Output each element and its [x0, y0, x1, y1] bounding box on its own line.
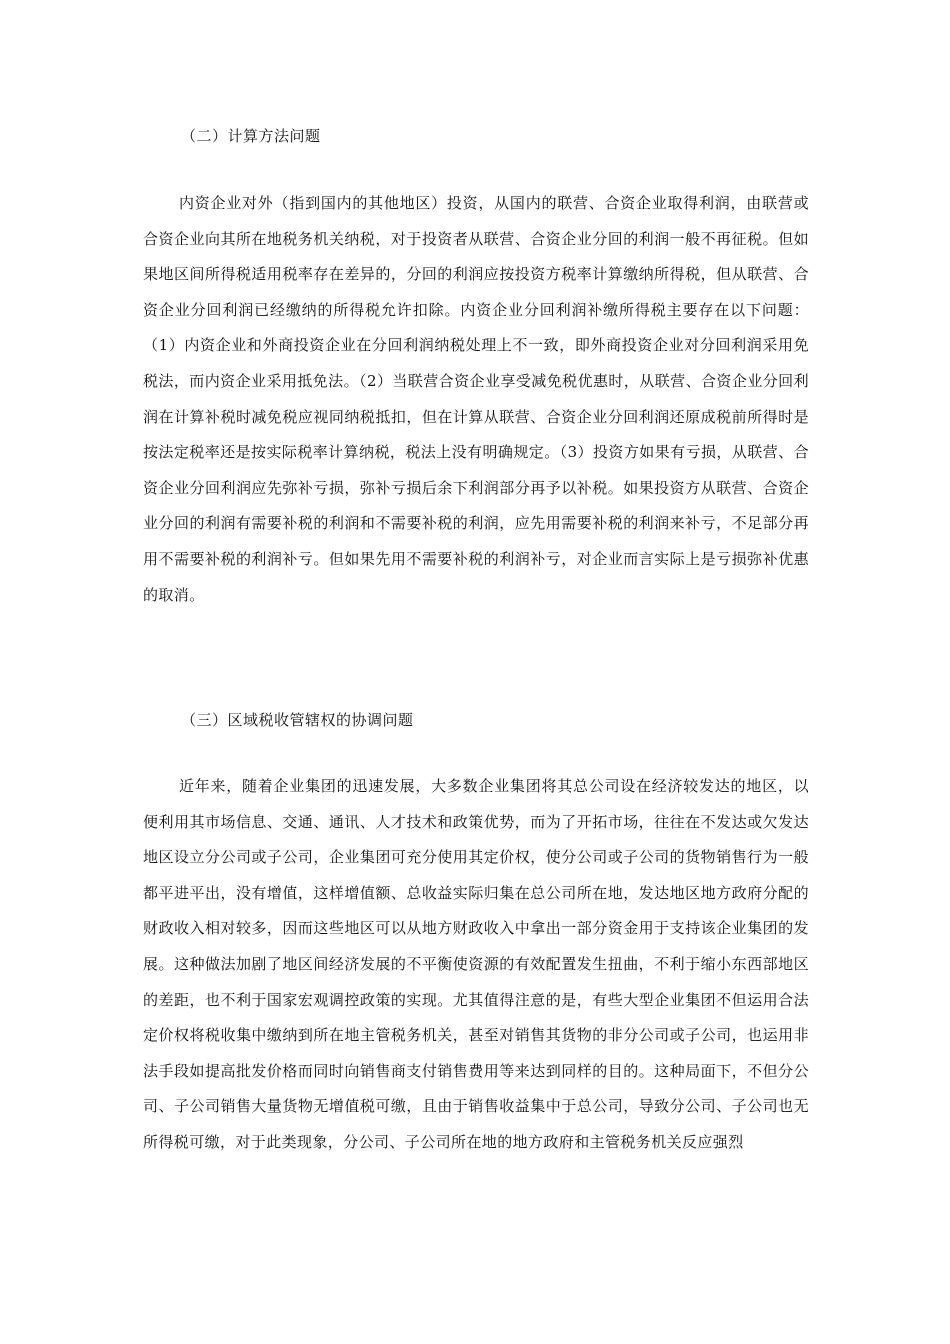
section-heading-tax-jurisdiction: （三）区域税收管辖权的协调问题 — [181, 711, 414, 729]
paragraph-tax-jurisdiction: 近年来，随着企业集团的迅速发展，大多数企业集团将其总公司设在经济较发达的地区，以便利用其市场信息、交通、通讯、人才技术和政策优势，而为了开拓市场，往往在不发达或欠发达地区设立分公司或子公司，企业集团可充分使用其定价权，使分公司或子公司的货物销售行为一般都平进平出，没有增值，这样增值额、总收益实际归集在总公司所在地，发达地区地方政府分配的财政收入相对较多，因而这些地区可以从地方财政收入中拿出一部分资金用于支持该企业集团的发展。这种做法加剧了地区间经济发展的不平衡使资源的有效配置发生扭曲，不利于缩小东西部地区的差距，也不利于国家宏观调控政策的实现。尤其值得注意的是，有些大型企业集团不但运用合法定价权将税收集中缴纳到所在地主管税务机关，甚至对销售其货物的非分公司或子公司，也运用非法手段如提高批发价格而同时向销售商支付销售费用等来达到同样的目的。这种局面下，不但分公司、子公司销售大量货物无增值税可缴，且由于销售收益集中于总公司，导致分公司、子公司也无所得税可缴，对于此类现象，分公司、子公司所在地的地方政府和主管税务机关反应强烈 — [143, 777, 809, 1151]
section-heading-calculation-method: （二）计算方法问题 — [181, 127, 321, 145]
paragraph-calculation-method: 内资企业对外（指到国内的其他地区）投资，从国内的联营、合资企业取得利润，由联营或合资企业向其所在地税务机关纳税，对于投资者从联营、合资企业分回的利润一般不再征税。但如果地区间所得税适用税率存在差异的，分回的利润应按投资方税率计算缴纳所得税，但从联营、合资企业分回利润已经缴纳的所得税允许扣除。内资企业分回利润补缴所得税主要存在以下问题：（1）内资企业和外商投资企业在分回利润纳税处理上不一致，即外商投资企业对分回利润采用免税法，而内资企业采用抵免法。（2）当联营合资企业享受减免税优惠时，从联营、合资企业分回利润在计算补税时减免税应视同纳税抵扣，但在计算从联营、合资企业分回利润还原成税前所得时是按法定税率还是按实际税率计算纳税，税法上没有明确规定。（3）投资方如果有亏损，从联营、合资企业分回利润应先弥补亏损，弥补亏损后余下利润部分再予以补税。如果投资方从联营、合资企业分回的利润有需要补税的利润和不需要补税的利润，应先用需要补税的利润来补亏，不足部分再用不需要补税的利润补亏。但如果先用不需要补税的利润补亏，对企业而言实际上是亏损弥补优惠的取消。 — [143, 194, 809, 604]
